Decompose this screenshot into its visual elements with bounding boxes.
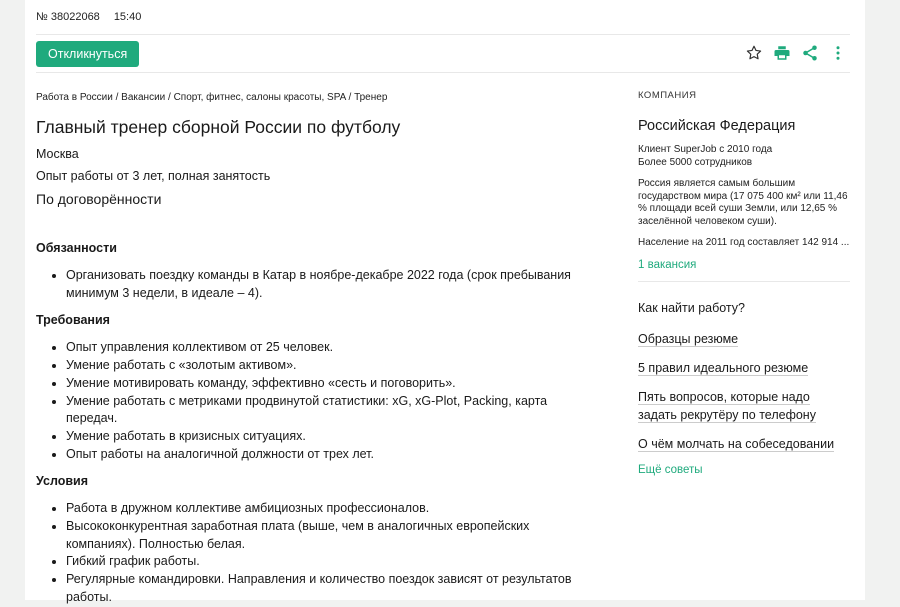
tips-list [638,330,850,453]
action-icons [745,44,847,62]
list-item: • Работа в дружном коллективе амбициозных профессионалов. [66,500,596,518]
section-list [66,339,596,463]
print-icon[interactable] [773,44,791,62]
section-title: Обязанности [36,241,117,255]
list-item: • Гибкий график работы. [66,553,596,571]
vacancy-meta [36,11,155,23]
apply-button[interactable]: Откликнуться [36,41,139,67]
list-item: • Опыт работы на аналогичной должности от трех лет. [66,446,596,464]
page-title: Главный тренер сборной России по футболу [36,117,401,137]
vacancies-link[interactable]: 1 вакансия [638,258,697,271]
vacancy-sections [36,241,596,607]
company-employees: Более 5000 сотрудников [638,156,753,168]
list-item: • Организовать поездку команды в Катар в ноябре-декабре 2022 года (срок пребывания минимум 3 недели, в идеале – 4). [66,267,596,302]
vacancy-city: Москва [36,147,79,161]
divider [36,34,850,35]
divider [638,281,850,282]
company-description: Россия является самым большим государством мира (17 075 400 км² или 11,46 % площади всей суши Земли, или 12,65 % заселённой человеком суши). [638,178,848,227]
tip-link[interactable]: 5 правил идеального резюме [638,360,809,375]
tips-title: Как найти работу? [638,300,746,315]
list-item: • Умение работать в кризисных ситуациях. [66,428,596,446]
divider [36,72,850,73]
tip-link[interactable]: Образцы резюме [638,331,739,346]
section-title: Условия [36,474,89,489]
tip-item [638,330,850,348]
more-tips-link[interactable]: Ещё советы [638,463,703,476]
vacancy-number: № 38022068 [36,11,100,23]
tip-link[interactable]: О чём молчать на собеседовании [638,436,835,451]
section-list [66,500,596,606]
breadcrumb[interactable]: Работа в России / Вакансии / Спорт, фитнес, салоны красоты, SPA / Тренер [36,92,388,103]
tip-link[interactable]: Пять вопросов, которые надо задать рекрутёру по телефону [638,389,816,422]
company-population: Население на 2011 год составляет 142 914 ... [638,237,850,248]
section-title: Требования [36,313,110,328]
company-client: Клиент SuperJob с 2010 года [638,144,773,155]
section-list [66,267,596,302]
vacancy-experience: Опыт работы от 3 лет, полная занятость [36,169,271,183]
vacancy-time: 15:40 [113,11,142,23]
star-icon[interactable] [745,44,763,62]
list-item: • Высококонкурентная заработная плата (выше, чем в аналогичных европейских компаниях). Полностью белая. [66,518,596,553]
list-item: • Умение работать с метриками продвинутой статистики: xG, xG-Plot, Packing, карта передач. [66,393,596,428]
vacancy-salary: По договорённости [36,191,162,207]
more-icon[interactable] [829,44,847,62]
vacancy-card [25,0,865,604]
list-item: • Умение работать с «золотым активом». [66,357,596,375]
company-label: КОМПАНИЯ [638,90,697,101]
list-item: • Опыт управления коллективом от 25 человек. [66,339,596,357]
tip-item [638,435,850,453]
share-icon[interactable] [801,44,819,62]
sidebar [638,90,850,476]
company-name[interactable]: Российская Федерация [638,118,796,134]
tip-item [638,388,850,424]
list-item: • Регулярные командировки. Направления и количество поездок зависят от результатов работы. [66,571,596,606]
tip-item [638,359,850,377]
vacancy-main [36,92,596,607]
list-item: • Умение мотивировать команду, эффективно «сесть и поговорить». [66,375,596,393]
